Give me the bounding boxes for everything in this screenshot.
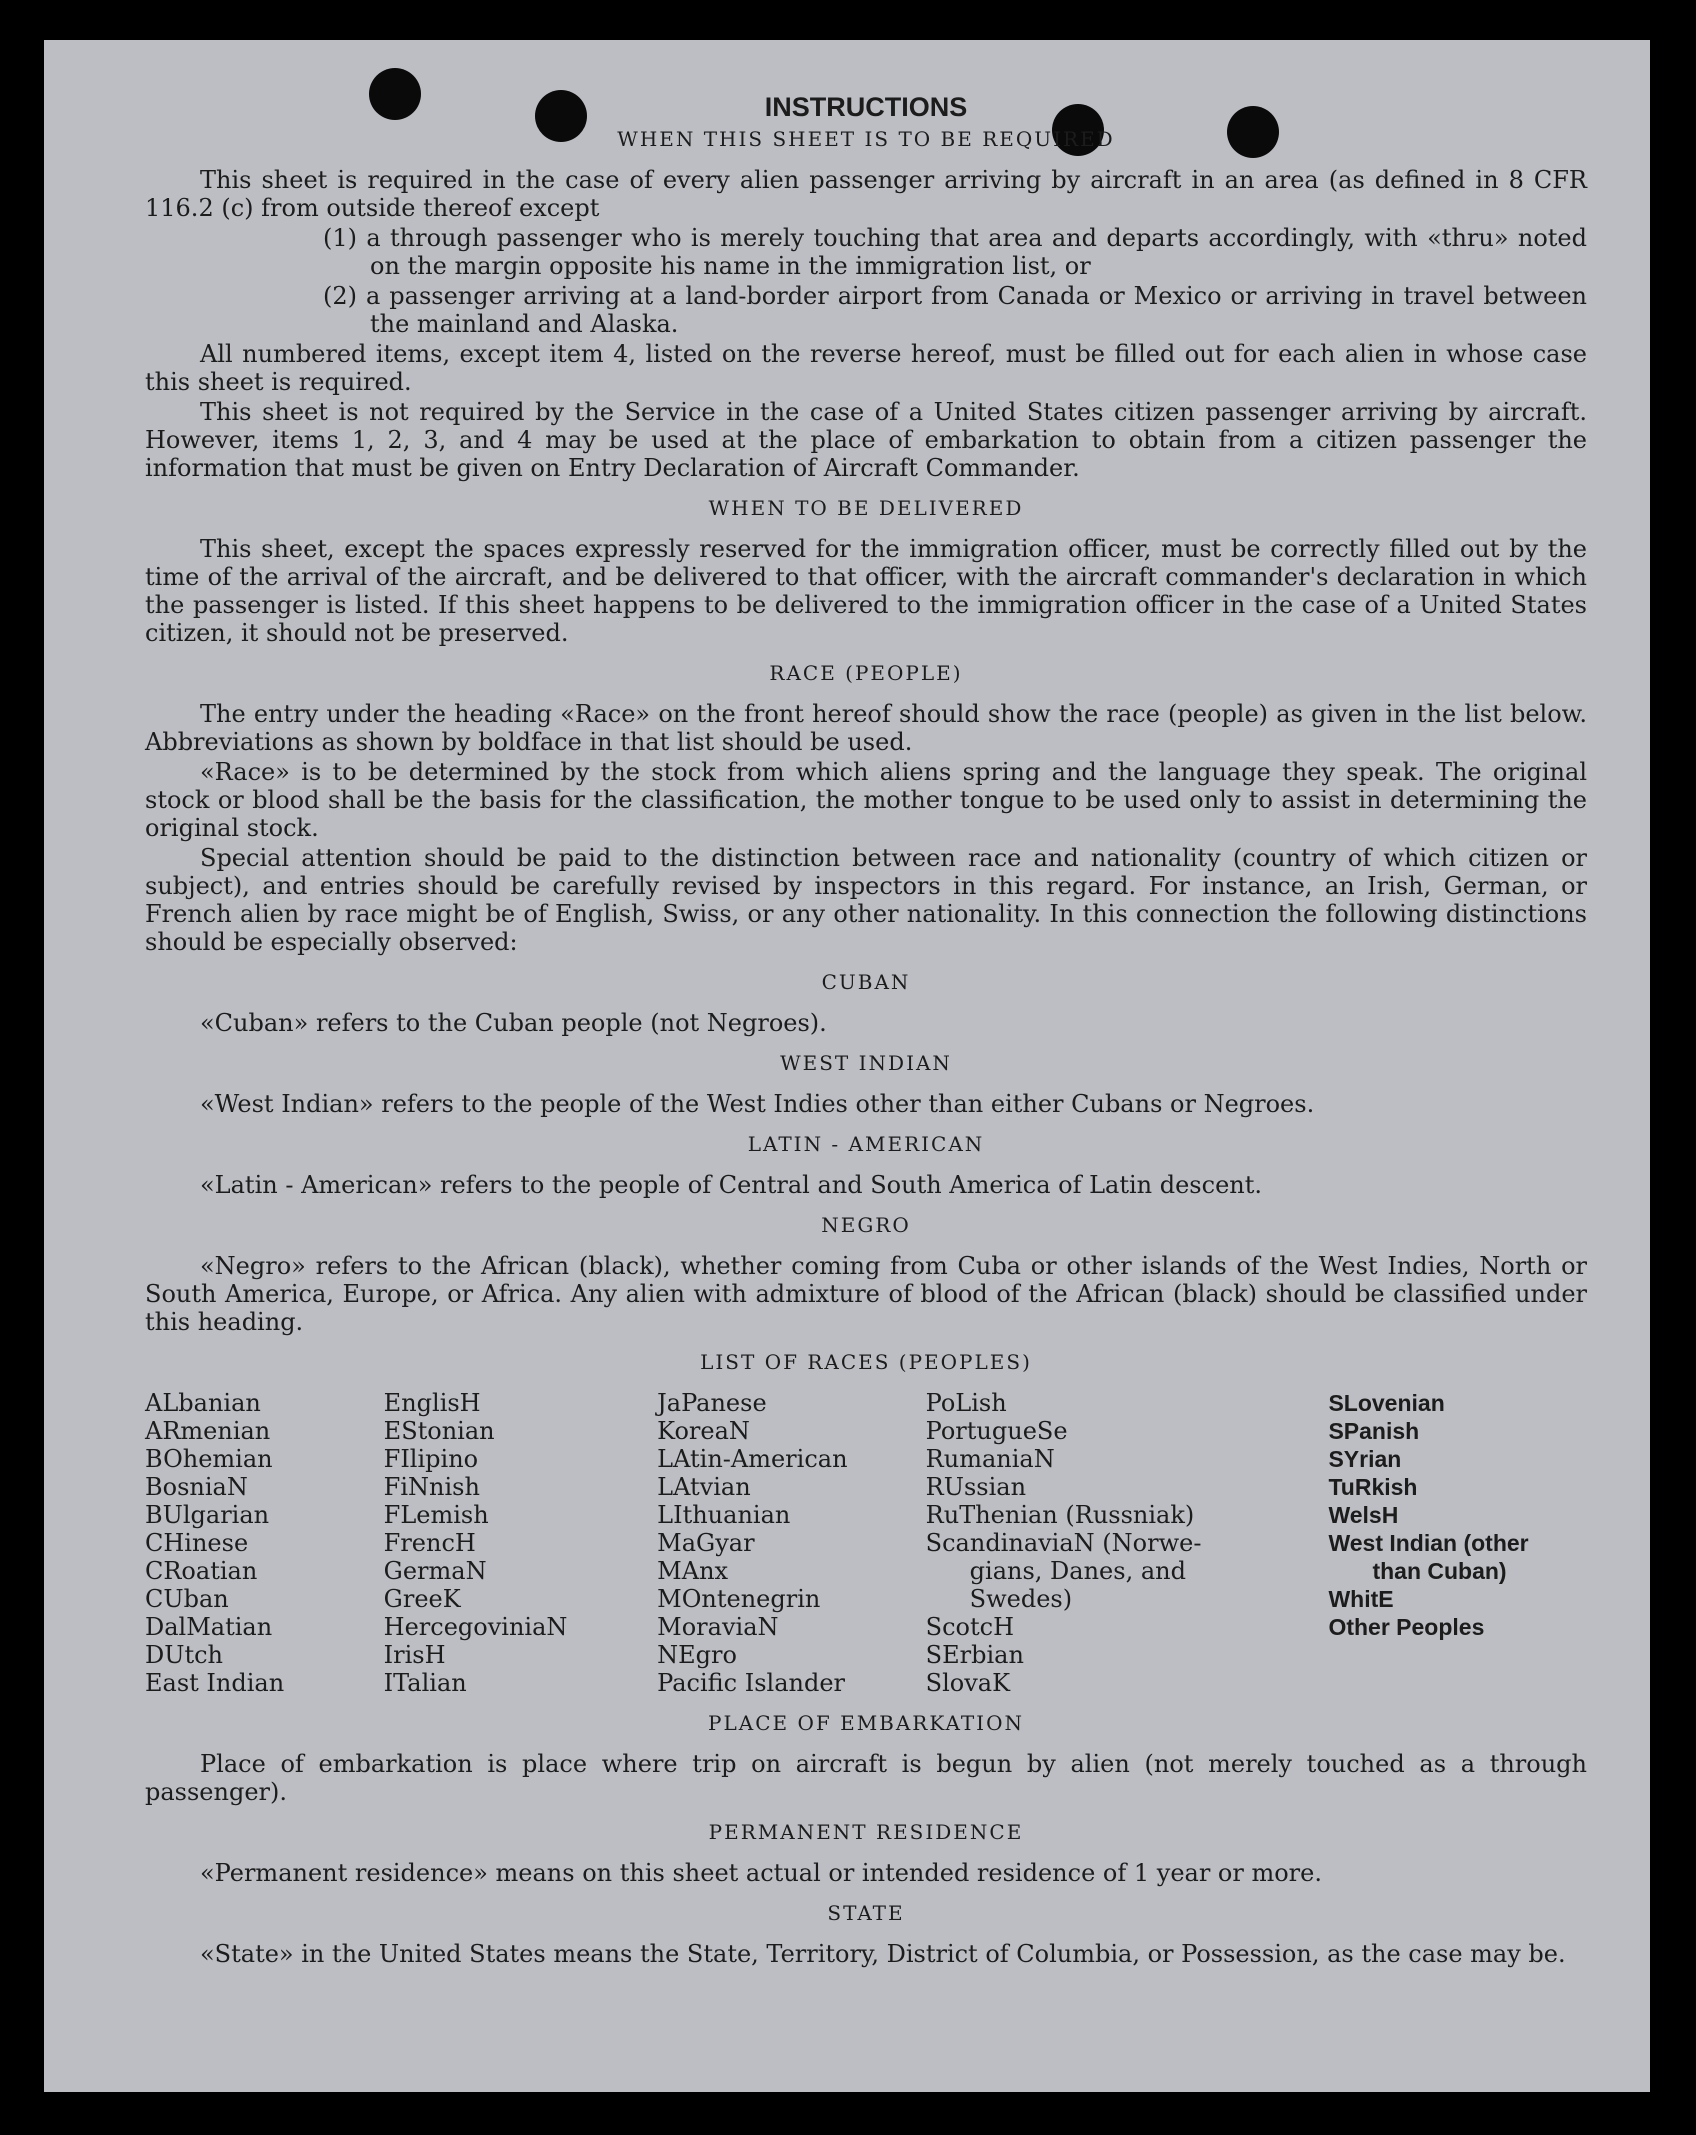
- paragraph: «Negro» refers to the African (black), whether coming from Cuba or other islands of the West Indies, North or South America, Europe, or Africa. Any alien with admixture of blood of the African (black) should be classified under this heading.: [145, 1252, 1587, 1336]
- race-entry: IrisH: [383, 1641, 446, 1669]
- race-entry: West Indian (other: [1328, 1530, 1529, 1556]
- race-entry: SLovenian: [1328, 1390, 1445, 1416]
- section-heading: LATIN - AMERICAN: [747, 1132, 985, 1156]
- instructions-content: [145, 90, 1587, 1970]
- race-entry: CRoatian: [145, 1557, 258, 1585]
- race-entry: ARmenian: [145, 1417, 271, 1445]
- race-entry: BUlgarian: [145, 1501, 270, 1529]
- paragraph: This sheet is not required by the Service in the case of a United States citizen passenger arriving by aircraft. However, items 1, 2, 3, and 4 may be used at the place of embarkation to obtain from a citizen passenger the information that must be given on Entry Declaration of Aircraft Commander.: [145, 398, 1587, 482]
- page-title: INSTRUCTIONS: [764, 92, 968, 122]
- race-entry: GreeK: [383, 1585, 461, 1613]
- race-entry: CUban: [145, 1585, 229, 1613]
- exception-item: (1) a through passenger who is merely touching that area and departs accordingly, with «thru» noted on the margin opposite his name in the immigration list, or: [323, 224, 1587, 280]
- races-heading: LIST OF RACES (PEOPLES): [700, 1350, 1032, 1374]
- race-entry: gians, Danes, and: [969, 1557, 1186, 1585]
- race-entry: FrencH: [383, 1529, 476, 1557]
- race-entry: EnglisH: [383, 1389, 481, 1417]
- paragraph: All numbered items, except item 4, listed on the reverse hereof, must be filled out for each alien in whose case this sheet is required.: [145, 340, 1587, 396]
- race-entry: SlovaK: [925, 1669, 1011, 1697]
- race-entry: BosniaN: [145, 1473, 248, 1501]
- race-entry: KoreaN: [657, 1417, 750, 1445]
- paragraph: «Race» is to be determined by the stock from which aliens spring and the language they speak. The original stock or blood shall be the basis for the classification, the mother tongue to be used only to assist in determining the original stock.: [145, 758, 1587, 842]
- races-column-4: [926, 1389, 1329, 1697]
- race-entry: TuRkish: [1328, 1474, 1418, 1500]
- races-column-5: [1328, 1389, 1587, 1697]
- race-entry: LAtin-American: [657, 1445, 848, 1473]
- races-column-1: [145, 1389, 384, 1697]
- race-entry: East Indian: [145, 1669, 285, 1697]
- race-entry: JaPanese: [657, 1389, 767, 1417]
- race-entry: DalMatian: [145, 1613, 273, 1641]
- race-entry: ScotcH: [925, 1613, 1015, 1641]
- race-entry: MaGyar: [657, 1529, 755, 1557]
- race-entry: HercegoviniaN: [383, 1613, 568, 1641]
- section-heading: WEST INDIAN: [780, 1051, 952, 1075]
- races-list: [145, 1389, 1587, 1697]
- section-heading: WHEN THIS SHEET IS TO BE REQUIRED: [617, 127, 1115, 151]
- paragraph: «West Indian» refers to the people of the West Indies other than either Cubans or Negroes.: [200, 1090, 1315, 1118]
- race-entry: RuThenian (Russniak): [925, 1501, 1195, 1529]
- race-entry: SPanish: [1328, 1418, 1420, 1444]
- race-entry: Swedes): [969, 1585, 1073, 1613]
- section-heading: PLACE OF EMBARKATION: [708, 1711, 1024, 1735]
- race-entry: GermaN: [383, 1557, 487, 1585]
- race-entry: MoraviaN: [657, 1613, 779, 1641]
- race-entry: SErbian: [925, 1641, 1024, 1669]
- race-entry: CHinese: [145, 1529, 249, 1557]
- section-heading: RACE (PEOPLE): [769, 661, 963, 685]
- exception-item: (2) a passenger arriving at a land-border airport from Canada or Mexico or arriving in travel between the mainland and Alaska.: [323, 282, 1587, 338]
- race-entry: FIlipino: [383, 1445, 479, 1473]
- race-entry: ITalian: [383, 1669, 467, 1697]
- race-entry: ScandinaviaN (Norwe-: [925, 1529, 1202, 1557]
- race-entry: PoLish: [925, 1389, 1007, 1417]
- paragraph: Special attention should be paid to the distinction between race and nationality (country of which citizen or subject), and entries should be carefully revised by inspectors in this regard. For instance, an Irish, German, or French alien by race might be of English, Swiss, or any other nationality. In this connection the following distinctions should be especially observed:: [145, 844, 1587, 956]
- race-entry: NEgro: [657, 1641, 737, 1669]
- section-heading: NEGRO: [821, 1213, 911, 1237]
- race-entry: Pacific Islander: [657, 1669, 846, 1697]
- paragraph: The entry under the heading «Race» on the front hereof should show the race (people) as given in the list below. Abbreviations as shown by boldface in that list should be used.: [145, 700, 1587, 756]
- form-sheet: [44, 40, 1650, 2092]
- race-entry: than Cuban): [1372, 1558, 1507, 1584]
- race-entry: RUssian: [925, 1473, 1027, 1501]
- race-entry: LAtvian: [657, 1473, 751, 1501]
- races-column-3: [657, 1389, 926, 1697]
- paragraph: «Cuban» refers to the Cuban people (not Negroes).: [200, 1009, 827, 1037]
- race-entry: DUtch: [145, 1641, 224, 1669]
- paragraph: «State» in the United States means the State, Territory, District of Columbia, or Possession, as the case may be.: [200, 1940, 1566, 1968]
- section-heading: PERMANENT RESIDENCE: [708, 1820, 1024, 1844]
- paragraph: «Permanent residence» means on this sheet actual or intended residence of 1 year or more.: [200, 1859, 1322, 1887]
- race-entry: WelsH: [1328, 1502, 1399, 1528]
- race-entry: MOntenegrin: [657, 1585, 821, 1613]
- section-heading: WHEN TO BE DELIVERED: [708, 496, 1024, 520]
- races-column-2: [384, 1389, 657, 1697]
- paragraph: «Latin - American» refers to the people of Central and South America of Latin descent.: [200, 1171, 1262, 1199]
- race-entry: BOhemian: [145, 1445, 273, 1473]
- race-entry: LIthuanian: [657, 1501, 791, 1529]
- race-entry: FiNnish: [383, 1473, 480, 1501]
- race-entry: FLemish: [383, 1501, 489, 1529]
- section-heading: STATE: [827, 1901, 905, 1925]
- race-entry: ALbanian: [145, 1389, 261, 1417]
- race-entry: MAnx: [657, 1557, 729, 1585]
- race-entry: Other Peoples: [1328, 1614, 1485, 1640]
- race-entry: WhitE: [1328, 1586, 1394, 1612]
- paragraph: This sheet is required in the case of every alien passenger arriving by aircraft in an area (as defined in 8 CFR 116.2 (c) from outside thereof except: [145, 166, 1587, 222]
- race-entry: RumaniaN: [925, 1445, 1055, 1473]
- race-entry: SYrian: [1328, 1446, 1402, 1472]
- race-entry: EStonian: [383, 1417, 495, 1445]
- paragraph: This sheet, except the spaces expressly reserved for the immigration officer, must be correctly filled out by the time of the arrival of the aircraft, and be delivered to that officer, with the aircraft commander's declaration in which the passenger is listed. If this sheet happens to be delivered to the immigration officer in the case of a United States citizen, it should not be preserved.: [145, 535, 1587, 647]
- paragraph: Place of embarkation is place where trip on aircraft is begun by alien (not merely touched as a through passenger).: [145, 1750, 1587, 1806]
- race-entry: PortugueSe: [925, 1417, 1068, 1445]
- section-heading: CUBAN: [821, 970, 911, 994]
